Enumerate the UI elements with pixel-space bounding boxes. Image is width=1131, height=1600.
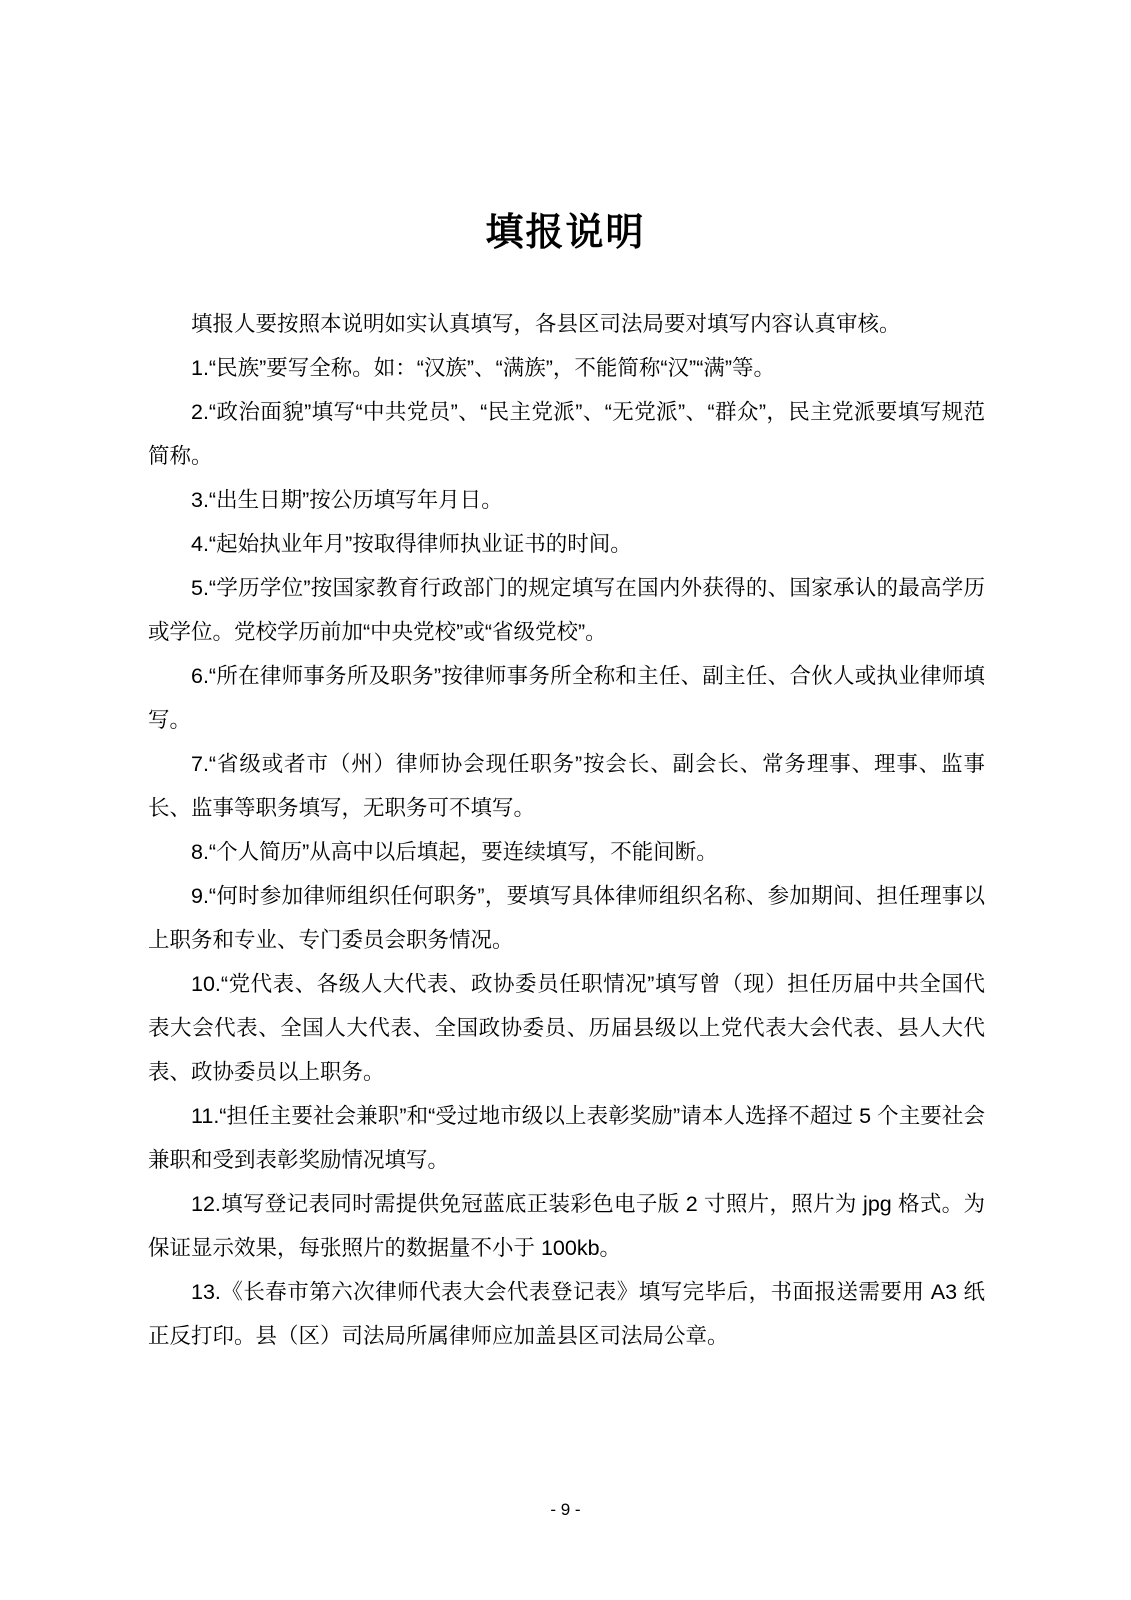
instruction-item-7: 7.“省级或者市（州）律师协会现任职务”按会长、副会长、常务理事、理事、监事长、监事等职务填写，无职务可不填写。	[148, 752, 985, 820]
instructions-body	[148, 302, 985, 1358]
instruction-item-4: 4.“起始执业年月”按取得律师执业证书的时间。	[191, 532, 632, 556]
instruction-item-13: 13.《长春市第六次律师代表大会代表登记表》填写完毕后，书面报送需要用 A3 纸正反打印。县（区）司法局所属律师应加盖县区司法局公章。	[148, 1280, 985, 1348]
instruction-item-12: 12.填写登记表同时需提供免冠蓝底正装彩色电子版 2 寸照片，照片为 jpg 格式。为保证显示效果，每张照片的数据量不小于 100kb。	[148, 1192, 985, 1260]
page-title: 填报说明	[485, 212, 646, 254]
instruction-item-8: 8.“个人简历”从高中以后填起，要连续填写，不能间断。	[191, 840, 718, 864]
instruction-item-1: 1.“民族”要写全称。如：“汉族”、“满族”，不能简称“汉”“满”等。	[191, 356, 776, 380]
instruction-item-3: 3.“出生日期”按公历填写年月日。	[191, 488, 503, 512]
intro-paragraph: 填报人要按照本说明如实认真填写，各县区司法局要对填写内容认真审核。	[191, 312, 901, 336]
instruction-item-6: 6.“所在律师事务所及职务”按律师事务所全称和主任、副主任、合伙人或执业律师填写。	[148, 664, 985, 732]
instruction-item-9: 9.“何时参加律师组织任何职务”，要填写具体律师组织名称、参加期间、担任理事以上职务和专业、专门委员会职务情况。	[148, 884, 985, 952]
instruction-item-5: 5.“学历学位”按国家教育行政部门的规定填写在国内外获得的、国家承认的最高学历或学位。党校学历前加“中央党校”或“省级党校”。	[148, 576, 985, 644]
page-number: - 9 -	[550, 1500, 581, 1519]
instruction-item-10: 10.“党代表、各级人大代表、政协委员任职情况”填写曾（现）担任历届中共全国代表大会代表、全国人大代表、全国政协委员、历届县级以上党代表大会代表、县人大代表、政协委员以上职务。	[148, 972, 985, 1084]
instruction-item-11: 11.“担任主要社会兼职”和“受过地市级以上表彰奖励”请本人选择不超过 5 个主要社会兼职和受到表彰奖励情况填写。	[148, 1104, 985, 1172]
instruction-item-2: 2.“政治面貌”填写“中共党员”、“民主党派”、“无党派”、“群众”，民主党派要填写规范简称。	[148, 400, 985, 468]
